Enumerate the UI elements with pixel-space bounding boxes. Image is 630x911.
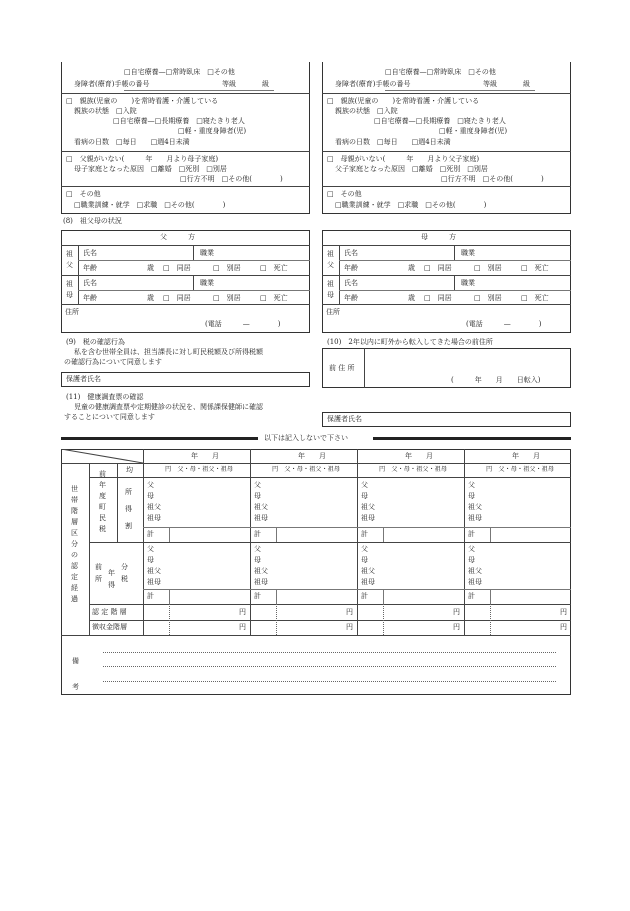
col2-income-person-3: 祖母	[254, 578, 268, 586]
tr-r2-line2: 親族の状態 □入院	[335, 107, 398, 115]
col4-income-person-0: 父	[468, 545, 475, 553]
col1-income-person-0: 父	[147, 545, 154, 553]
col2-muni-person-0: 父	[254, 481, 261, 489]
p-sobo-age-unit: 歳	[147, 294, 154, 302]
tl-r4-line2: □職業訓練・就学 □求職 □その他( )	[74, 201, 226, 209]
col1-year-month: 年 月	[191, 452, 219, 460]
income-tax-label-mid: 年得	[108, 569, 115, 589]
tl-r1-label: 身障者(療育)手帳の番号	[74, 80, 150, 88]
col1-muni-total: 計	[147, 530, 154, 538]
col3-income-person-1: 母	[361, 556, 368, 564]
col4-muni-person-3: 祖母	[468, 514, 482, 522]
p-sofu-cohabit: □ 同居	[163, 264, 191, 272]
col1-choshu-yen: 円	[239, 623, 246, 631]
section9-text1: 私を含む世帯全員は、担当課長に対し町民税額及び所得税額	[74, 348, 263, 356]
col4-income-person-1: 母	[468, 556, 475, 564]
p-sofu-dead: □ 死亡	[260, 264, 288, 272]
tl-grade-unit: 級	[262, 80, 269, 88]
section8-title: (8) 祖父母の状況	[63, 217, 122, 225]
tr-grade-unit: 級	[523, 80, 530, 88]
col2-income-person-2: 祖父	[254, 567, 268, 575]
col3-kin-value: 円 父・母・祖父・祖母	[379, 466, 448, 473]
col3-income-person-3: 祖母	[361, 578, 375, 586]
col4-muni-total: 計	[468, 530, 475, 538]
col1-muni-person-2: 祖父	[147, 503, 161, 511]
col1-nintei-yen: 円	[239, 608, 246, 616]
divider-text: 以下は記入しないで下さい	[264, 434, 348, 442]
col3-muni-person-0: 父	[361, 481, 368, 489]
choshu-label: 徴収金階層	[92, 623, 127, 631]
col2-muni-total: 計	[254, 530, 261, 538]
col2-choshu-yen: 円	[346, 623, 353, 631]
col2-muni-person-1: 母	[254, 492, 261, 500]
col4-year-month: 年 月	[512, 452, 540, 460]
p-sobo-age-label: 年齢	[83, 294, 97, 302]
m-sofu-dead: □ 死亡	[521, 264, 549, 272]
tl-r3-line2: 母子家庭となった原因 □離婚 □死別 □別居	[74, 165, 227, 173]
header-diagonal	[61, 449, 143, 463]
col1-muni-person-1: 母	[147, 492, 154, 500]
col1-income-person-2: 祖父	[147, 567, 161, 575]
municipal-tax-label: 前年度町民税	[99, 470, 106, 533]
tr-r4-line2: □職業訓練・就学 □求職 □その他( )	[335, 201, 487, 209]
tl-r2-line5: 看病の日数 □毎日 □週4日未満	[74, 138, 190, 146]
col2-income-person-0: 父	[254, 545, 261, 553]
col2-muni-person-3: 祖母	[254, 514, 268, 522]
col3-income-total: 計	[361, 592, 368, 600]
income-tax-label-right: 分税	[121, 563, 128, 583]
tr-r2-line1: □ 親族(児童の )を常時看護・介護している	[327, 97, 480, 105]
col3-nintei-yen: 円	[453, 608, 460, 616]
section10-title: (10) 2年以内に町外から転入してきた場合の前住所	[327, 338, 493, 346]
tl-r4-line1: □ その他	[66, 190, 101, 198]
col1-income-person-3: 祖母	[147, 578, 161, 586]
m-sofu-label: 祖父	[327, 250, 334, 269]
m-sofu-cohabit: □ 同居	[424, 264, 452, 272]
m-sofu-separate: □ 別居	[474, 264, 502, 272]
tl-r3-line3: □行方不明 □その他( )	[180, 175, 283, 183]
section9-guardian-label: 保護者氏名	[66, 375, 101, 383]
col3-muni-person-1: 母	[361, 492, 368, 500]
section9-text2: の確認行為について同意します	[64, 358, 162, 366]
tr-r3-line1: □ 母親がいない( 年 月より父子家庭)	[327, 155, 480, 163]
tr-r2-line4: □軽・重度身障者(児)	[439, 127, 508, 135]
tr-r1-line1: □自宅療養—□常時臥床 □その他	[385, 68, 496, 76]
paternal-header: 父 方	[160, 233, 195, 241]
p-sofu-age-label: 年齢	[83, 264, 97, 272]
assessment-side-label: 世帯階層区分の認定経過	[71, 485, 78, 603]
tr-grade-label: 等級	[483, 80, 497, 88]
col4-choshu-yen: 円	[560, 623, 567, 631]
m-sobo-cohabit: □ 同居	[424, 294, 452, 302]
divider-line-left	[61, 437, 258, 440]
nintei-label: 認 定 階 層	[92, 608, 127, 616]
col3-muni-total: 計	[361, 530, 368, 538]
col4-income-person-3: 祖母	[468, 578, 482, 586]
section10-date: ( 年 月 日転入)	[451, 376, 541, 384]
m-sobo-name-label: 氏名	[344, 279, 358, 287]
tl-r2-line2: 親族の状態 □入院	[74, 107, 137, 115]
col4-income-person-2: 祖父	[468, 567, 482, 575]
m-phone: (電話 — )	[466, 320, 542, 328]
col3-muni-person-3: 祖母	[361, 514, 375, 522]
col4-income-total: 計	[468, 592, 475, 600]
col4-nintei-yen: 円	[560, 608, 567, 616]
col2-kin-value: 円 父・母・祖父・祖母	[272, 466, 341, 473]
maternal-header: 母 方	[421, 233, 456, 241]
m-sobo-separate: □ 別居	[474, 294, 502, 302]
col1-income-total: 計	[147, 592, 154, 600]
tl-r2-line4: □軽・重度身障者(児)	[178, 127, 247, 135]
section11-text2: することについて同意します	[64, 413, 155, 421]
tr-r3-line3: □行方不明 □その他( )	[441, 175, 544, 183]
divider-line-right	[373, 437, 571, 440]
tr-r1-label: 身障者(療育)手帳の番号	[335, 80, 411, 88]
col4-kin-value: 円 父・母・祖父・祖母	[486, 466, 555, 473]
p-address-label: 住所	[65, 308, 79, 316]
p-sobo-dead: □ 死亡	[260, 294, 288, 302]
m-sobo-age-label: 年齢	[344, 294, 358, 302]
p-sofu-age-unit: 歳	[147, 264, 154, 272]
p-sobo-label: 祖母	[66, 280, 73, 299]
section11-guardian-label: 保護者氏名	[327, 415, 362, 423]
tl-r3-line1: □ 父親がいない( 年 月より母子家庭)	[66, 155, 219, 163]
tl-r1-line1: □自宅療養—□常時臥床 □その他	[124, 68, 235, 76]
col4-muni-person-0: 父	[468, 481, 475, 489]
m-address-label: 住所	[326, 308, 340, 316]
m-sofu-name-label: 氏名	[344, 249, 358, 257]
assessment-table	[61, 449, 571, 695]
p-sobo-separate: □ 別居	[213, 294, 241, 302]
section11-title: (11) 健康調査票の確認	[66, 393, 144, 401]
biko-label: 備考	[72, 657, 79, 691]
col4-muni-person-1: 母	[468, 492, 475, 500]
col3-year-month: 年 月	[405, 452, 433, 460]
kin-label: 均	[126, 466, 133, 474]
p-sofu-separate: □ 別居	[213, 264, 241, 272]
col4-muni-person-2: 祖父	[468, 503, 482, 511]
p-phone: (電話 — )	[205, 320, 281, 328]
col1-muni-person-3: 祖母	[147, 514, 161, 522]
col3-income-person-2: 祖父	[361, 567, 375, 575]
tr-r2-line3: □自宅療養—□長期療養 □寝たきり老人	[374, 117, 506, 125]
m-sobo-job-label: 職業	[461, 279, 475, 287]
tl-r2-line3: □自宅療養—□長期療養 □寝たきり老人	[113, 117, 245, 125]
m-sofu-age-unit: 歳	[408, 264, 415, 272]
p-sobo-name-label: 氏名	[83, 279, 97, 287]
m-sobo-dead: □ 死亡	[521, 294, 549, 302]
col3-income-person-0: 父	[361, 545, 368, 553]
p-sofu-label: 祖父	[66, 250, 73, 269]
col3-choshu-yen: 円	[453, 623, 460, 631]
col3-muni-person-2: 祖父	[361, 503, 375, 511]
p-sobo-job-label: 職業	[200, 279, 214, 287]
p-sobo-cohabit: □ 同居	[163, 294, 191, 302]
section11-text1: 児童の健康調査票や定期健診の状況を、関係課保健師に確認	[74, 403, 263, 411]
col2-muni-person-2: 祖父	[254, 503, 268, 511]
section9-title: (9) 税の確認行為	[66, 338, 125, 346]
income-tax-label-left: 前所	[95, 563, 102, 583]
m-sobo-age-unit: 歳	[408, 294, 415, 302]
col2-income-total: 計	[254, 592, 261, 600]
m-sofu-job-label: 職業	[461, 249, 475, 257]
col2-income-person-1: 母	[254, 556, 261, 564]
m-sobo-label: 祖母	[327, 280, 334, 299]
section10-label: 前 住 所	[329, 364, 355, 372]
tl-grade-label: 等級	[222, 80, 236, 88]
shotoku-label: 所得割	[125, 488, 132, 530]
col1-kin-value: 円 父・母・祖父・祖母	[165, 466, 234, 473]
p-sofu-job-label: 職業	[200, 249, 214, 257]
m-sofu-age-label: 年齢	[344, 264, 358, 272]
p-sofu-name-label: 氏名	[83, 249, 97, 257]
col2-nintei-yen: 円	[346, 608, 353, 616]
tr-r3-line2: 父子家庭となった原因 □離婚 □死別 □別居	[335, 165, 488, 173]
tr-r4-line1: □ その他	[327, 190, 362, 198]
tl-r2-line1: □ 親族(児童の )を常時看護・介護している	[66, 97, 219, 105]
col1-muni-person-0: 父	[147, 481, 154, 489]
tr-r2-line5: 看病の日数 □毎日 □週4日未満	[335, 138, 451, 146]
col1-income-person-1: 母	[147, 556, 154, 564]
col2-year-month: 年 月	[298, 452, 326, 460]
